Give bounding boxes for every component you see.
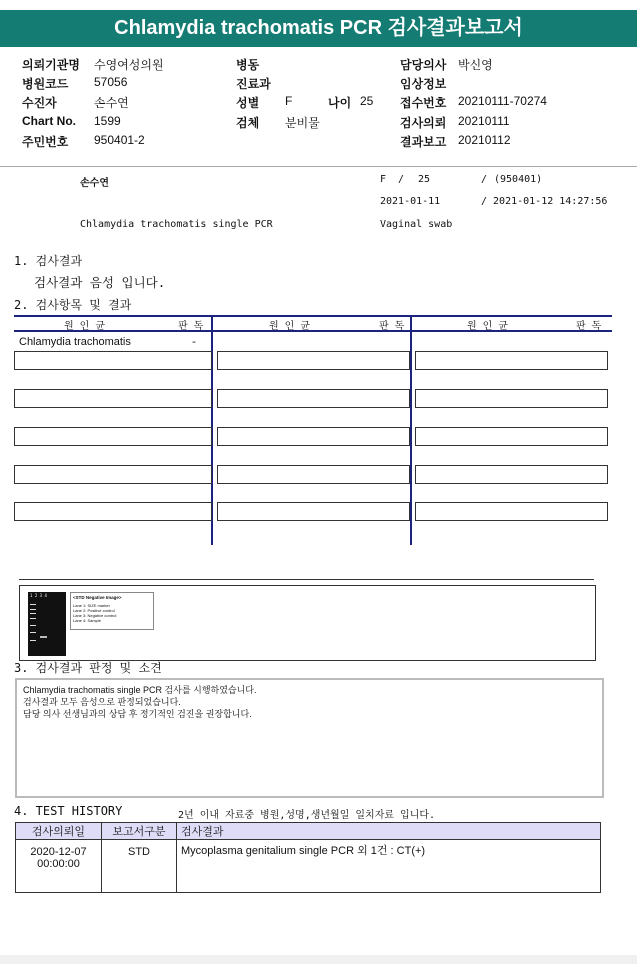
sex-value: F [285, 94, 293, 108]
clinical-info-label: 임상정보 [400, 77, 447, 91]
organism-name: Chlamydia trachomatis [19, 336, 131, 348]
col-header-organism-1: 원 인 균 [64, 321, 106, 332]
gel-lane-numbers: 1 2 3 4 [30, 593, 47, 598]
history-type: STD [102, 840, 177, 893]
specimen-value: 분비물 [285, 116, 320, 130]
result-cell [217, 351, 410, 370]
chart-no-value: 1599 [94, 114, 121, 128]
result-cell [14, 389, 212, 408]
report-header [0, 48, 637, 167]
col-header-reading-3: 판 독 [576, 321, 602, 332]
request-date-value: 20210111 [458, 114, 510, 128]
results-table [14, 315, 612, 545]
history-time: 00:00:00 [37, 858, 80, 870]
result-cell [415, 465, 608, 484]
institution-label: 의뢰기관명 [22, 58, 80, 72]
history-note: 2년 이내 자료중 병원,성명,생년월일 일치자료 입니다. [178, 810, 436, 821]
patient-birth: (950401) [494, 174, 543, 185]
result-cell [14, 351, 212, 370]
result-cell [415, 427, 608, 446]
resident-no-label: 주민번호 [22, 135, 69, 149]
history-table [15, 822, 601, 893]
col-header-organism-3: 원 인 균 [467, 321, 509, 332]
result-cell [415, 351, 608, 370]
report-datetime: / 2021-01-12 14:27:56 [481, 196, 608, 207]
gel-legend-line: Lane 2: Positive control [73, 608, 115, 613]
history-date: 2020-12-07 [30, 846, 87, 858]
history-header-result: 검사결과 [177, 823, 601, 840]
report-date-label: 결과보고 [400, 135, 447, 149]
report-date-value: 20210112 [458, 133, 511, 147]
gel-image-frame [19, 585, 596, 661]
gel-legend-line: Lane 4: Sample [73, 618, 102, 623]
result-cell [415, 502, 608, 521]
history-header-type: 보고서구분 [102, 823, 177, 840]
institution-value: 수영여성의원 [94, 58, 164, 72]
col-header-reading-1: 판 독 [178, 321, 204, 332]
section-2-heading: 2. 검사항목 및 결과 [14, 298, 132, 312]
history-date-cell [16, 840, 102, 893]
gel-legend [70, 592, 154, 630]
result-cell [217, 502, 410, 521]
patient-age: 25 [418, 174, 431, 185]
age-label: 나이 [328, 96, 352, 110]
receipt-no-value: 20210111-70274 [458, 94, 547, 108]
section-1-heading: 1. 검사결과 [14, 254, 83, 268]
resident-no-value: 950401-2 [94, 133, 145, 147]
test-name: Chlamydia trachomatis single PCR [80, 219, 273, 230]
receipt-date: 2021-01-11 [380, 196, 441, 207]
hospital-code-value: 57056 [94, 75, 128, 89]
receipt-no-label: 접수번호 [400, 96, 447, 110]
department-label: 진료과 [236, 77, 271, 91]
patient-value: 손수연 [94, 96, 129, 110]
ward-label: 병동 [236, 58, 260, 72]
col-header-organism-2: 원 인 균 [269, 321, 311, 332]
history-result: Mycoplasma genitalium single PCR 외 1건 : CT(+) [177, 840, 601, 893]
result-cell [217, 427, 410, 446]
doctor-value: 박신영 [458, 58, 493, 72]
section-3-heading: 3. 검사결과 판정 및 소견 [14, 661, 162, 675]
divider [19, 579, 594, 580]
hospital-code-label: 병원코드 [22, 77, 69, 91]
patient-label: 수진자 [22, 96, 57, 110]
result-cell [217, 389, 410, 408]
result-cell [14, 427, 212, 446]
result-cell [415, 389, 608, 408]
gel-legend-title: <STD Negative Image> [73, 595, 122, 600]
specimen-label: 검체 [236, 116, 260, 130]
specimen-type: Vaginal swab [380, 219, 453, 230]
gel-legend-line: Lane 1: SIZE marker [73, 603, 110, 608]
gel-electrophoresis-image [28, 592, 66, 656]
opinion-box [15, 678, 604, 798]
result-cell [217, 465, 410, 484]
report-title: Chlamydia trachomatis PCR 검사결과보고서 [0, 10, 637, 47]
gel-legend-line: Lane 3: Negative control [73, 613, 117, 618]
patient-slash-1: / [398, 174, 405, 185]
history-row [16, 840, 601, 893]
result-summary: 검사결과 음성 입니다. [34, 275, 166, 290]
result-cell [14, 502, 212, 521]
chart-no-label: Chart No. [22, 114, 76, 128]
request-date-label: 검사의뢰 [400, 116, 447, 130]
organism-result: - [192, 335, 196, 348]
history-header-date: 검사의뢰일 [16, 823, 102, 840]
doctor-label: 담당의사 [400, 58, 447, 72]
section-4-heading: 4. TEST HISTORY [14, 804, 123, 818]
bottom-strip [0, 955, 637, 964]
age-value: 25 [360, 94, 374, 108]
opinion-line: 담당 의사 선생님과의 상담 후 정기적인 검진을 권장합니다. [23, 709, 252, 719]
patient-slash-2: / [481, 174, 488, 185]
opinion-line: 검사결과 모두 음성으로 판정되었습니다. [23, 697, 181, 707]
col-header-reading-2: 판 독 [379, 321, 405, 332]
patient-sex: F [380, 174, 387, 185]
result-cell [14, 465, 212, 484]
patient-name: 손수연 [80, 178, 109, 189]
opinion-line: Chlamydia trachomatis single PCR 검사를 시행하였습니다. [23, 685, 257, 695]
sex-label: 성별 [236, 96, 260, 110]
